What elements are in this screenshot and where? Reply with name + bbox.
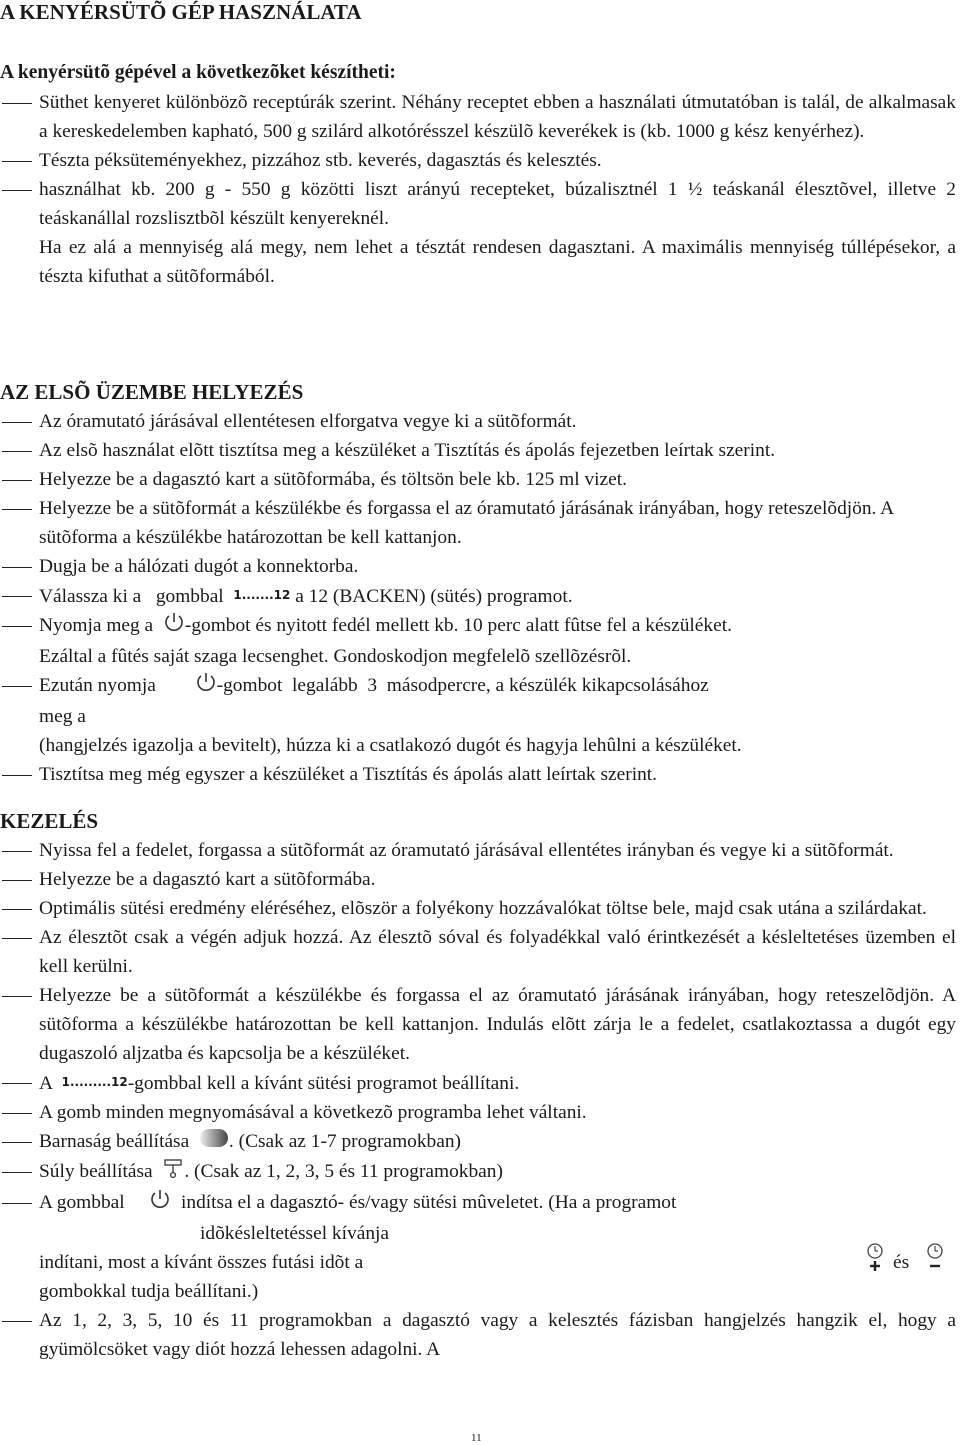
a-item-text: A	[39, 1073, 62, 1094]
timer-plus-icon	[864, 1242, 886, 1281]
list-item	[0, 1157, 960, 1188]
list-item: Helyezze be a sütõformát a készülékbe és forgassa el az óramutató járásának irányában, hogy reteszelõdjön. A sütõforma a készülékbe határozottan be kell kattanjon. Indulás elõtt zárja le a fedelet, csatlakoztassa a dugót egy dugaszoló aljzatba és kapcsolja be a készüléket.	[0, 981, 960, 1068]
then-text-line3: (hangjelzés igazolja a bevitelt), húzza ki a csatlakozó dugót és hagyja lehûlni a készüléket.	[39, 735, 742, 757]
list-item: Dugja be a hálózati dugót a konnektorba.	[0, 552, 960, 581]
intro-list	[0, 88, 960, 291]
list-item: A gomb minden megnyomásával a következõ programba lehet váltani.	[0, 1098, 960, 1127]
list-item	[0, 671, 960, 760]
browning-text: Barnaság beállítása	[39, 1131, 199, 1152]
browning-text-after: . (Csak az 1-7 programokban)	[228, 1131, 461, 1152]
page-title: A KENYÉRSÜTÕ GÉP HASZNÁLATA	[0, 0, 362, 24]
list-item: használhat kb. 200 g - 550 g közötti liszt arányú recepteket, búzalisztnél 1 ½ teáskanál élesztõvel, illetve 2 teáskanállal rozslisztbõl készült kenyereknél.	[0, 175, 960, 233]
start-line3	[39, 1248, 960, 1277]
start-text-1: indítsa el a dagasztó- és/vagy sütési mûveletet. (Ha a programot	[181, 1192, 677, 1214]
operation-heading: KEZELÉS	[0, 809, 99, 833]
press-text: Nyomja meg a	[39, 615, 163, 636]
power-button-icon	[195, 671, 217, 702]
page-number: 11	[471, 1432, 482, 1444]
program-number: 12	[308, 586, 329, 607]
then-text-after: -gombot legalább 3 másodpercre, a készülék kikapcsolásához	[216, 675, 709, 697]
first-use-list	[0, 407, 960, 789]
list-item: Helyezze be a sütõformát a készülékbe és forgassa el az óramutató járásának irányában, hogy reteszelõdjön. A sütõforma a készülékbe határozottan be kell kattanjon.	[0, 494, 960, 552]
timer-minus-icon	[924, 1242, 946, 1281]
select-text-a: a	[290, 586, 309, 607]
list-item	[0, 1068, 960, 1098]
list-item: Helyezze be a dagasztó kart a sütõformába, és töltsön bele kb. 125 ml vizet.	[0, 465, 960, 494]
list-item: Tészta péksüteményekhez, pizzához stb. keverés, dagasztás és kelesztés.	[0, 146, 960, 175]
list-item: Helyezze be a dagasztó kart a sütõformába.	[0, 865, 960, 894]
list-item: Süthet kenyeret különbözõ receptúrák szerint. Néhány receptet ebben a használati útmutatóban is talál, de alkalmasak a kereskedelemben kapható, 500 g szilárd alkotórésszel készülõ keverékek is (kb. 1000 g kész kenyérhez).	[0, 88, 960, 146]
weight-text-after: . (Csak az 1, 2, 3, 5 és 11 programokban)	[184, 1161, 503, 1183]
list-item: Nyissa fel a fedelet, forgassa a sütõformát az óramutató járásával ellentétes irányban és vegye ki a sütõformát.	[0, 836, 960, 865]
program-range-icon: 1.......12	[233, 588, 291, 602]
start-text: A gombbal	[39, 1192, 125, 1214]
list-item: Az óramutató járásával ellentétesen elforgatva vegye ki a sütõformát.	[0, 407, 960, 436]
select-text: Válassza ki a gombbal	[39, 586, 234, 607]
intro-subtitle: A kenyérsütõ gépével a következõket készítheti:	[0, 62, 396, 83]
list-item: Tisztítsa meg még egyszer a készüléket a Tisztítás és ápolás alatt leírtak szerint.	[0, 760, 960, 789]
list-item: Az élesztõt csak a végén adjuk hozzá. Az élesztõ sóval és folyadékkal való érintkezését a késleltetéses üzemben el kell kerülni.	[0, 923, 960, 981]
weight-icon	[162, 1157, 184, 1188]
select-text-after: (BACKEN) (sütés) programot.	[328, 586, 573, 607]
start-text-4: gombokkal tudja beállítani.)	[39, 1281, 259, 1303]
power-button-icon	[149, 1188, 171, 1219]
list-item	[0, 1127, 960, 1157]
list-item	[0, 1188, 960, 1306]
list-item: Optimális sütési eredmény eléréséhez, elõször a folyékony hozzávalókat töltse bele, majd csak utána a szilárdakat.	[0, 894, 960, 923]
first-use-heading: AZ ELSÕ ÜZEMBE HELYEZÉS	[0, 380, 304, 404]
press-text-after: -gombot és nyitott fedél mellett kb. 10 perc alatt fûtse fel a készüléket.	[184, 615, 732, 636]
power-button-icon	[163, 611, 185, 642]
start-text-2: idõkésleltetéssel kívánja	[200, 1223, 390, 1245]
start-text-3: indítani, most a kívánt összes futási idõt a	[39, 1252, 364, 1274]
program-range-icon: 1.........12	[61, 1075, 128, 1089]
list-item: Az elsõ használat elõtt tisztítsa meg a készüléket a Tisztítás és ápolás fejezetben leírtak szerint.	[0, 436, 960, 465]
and-text: és	[893, 1252, 910, 1274]
then-text: Ezután nyomja	[39, 675, 195, 697]
a-item-text-after: -gombbal kell a kívánt sütési programot beállítani.	[127, 1073, 520, 1094]
list-item: Az 1, 2, 3, 5, 10 és 11 programokban a dagasztó vagy a kelesztés fázisban hangjelzés hangzik el, hogy a gyümölcsöket vagy diót hozzá lehessen adagolni. A	[0, 1306, 960, 1364]
weight-text: Súly beállítása	[39, 1161, 163, 1183]
intro-note: Ha ez alá a mennyiség alá megy, nem lehet a tésztát rendesen dagasztani. A maximális mennyiség túllépésekor, a tészta kifuthat a sütõformából.	[39, 237, 956, 287]
list-item	[0, 581, 960, 611]
operation-list	[0, 836, 960, 1364]
list-item	[0, 611, 960, 671]
press-text-line2: Ezáltal a fûtés saját szaga lecsenghet. Gondoskodjon megfelelõ szellõzésrõl.	[39, 646, 632, 668]
browning-icon	[199, 1128, 229, 1157]
then-text-line2: meg a	[39, 706, 86, 728]
